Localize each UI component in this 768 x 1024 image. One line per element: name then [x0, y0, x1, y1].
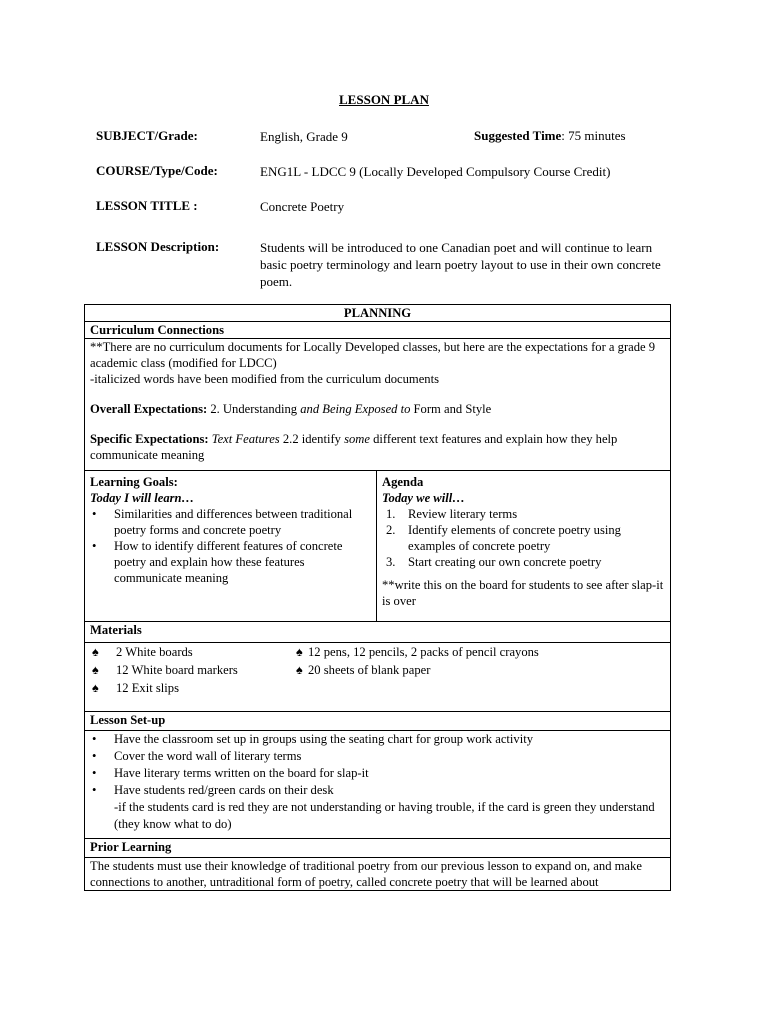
- agenda-list: [382, 506, 665, 570]
- list-item: ♠ 2 White boards: [92, 645, 193, 659]
- prior-learning-cell: [85, 858, 671, 891]
- spade-bullet-icon: ♠: [92, 663, 99, 677]
- course-label: COURSE/Type/Code:: [96, 163, 218, 178]
- curriculum-note: -italicized words have been modified from the curriculum documents: [90, 372, 440, 386]
- subject-value: English, Grade 9: [260, 129, 348, 144]
- list-item: ♠ 12 Exit slips: [92, 681, 179, 695]
- list-item: ♠ 12 White board markers: [92, 663, 238, 677]
- learning-goals-cell: [85, 471, 377, 622]
- learning-goals-subheading: Today I will learn…: [90, 491, 195, 505]
- time-label: Suggested Time: [474, 128, 562, 143]
- list-item: ♠ 12 pens, 12 pencils, 2 packs of pencil crayons: [296, 645, 539, 659]
- description-value: Students will be introduced to one Canadian poet and will continue to learn basic poetry terminology and learn poetry layout to use in their own concrete poem.: [260, 240, 661, 289]
- setup-subnote: -if the students card is red they are not understanding or having trouble, if the card is green they understand (they know what to do): [114, 800, 655, 831]
- description-label: LESSON Description:: [96, 239, 220, 254]
- list-item: • Similarities and differences between traditional poetry forms and concrete poetry: [90, 506, 371, 538]
- setup-heading: Lesson Set-up: [85, 712, 671, 731]
- setup-list: [90, 731, 665, 799]
- prior-learning-heading: Prior Learning: [85, 839, 671, 858]
- learning-goals-heading: Learning Goals:: [90, 475, 178, 489]
- agenda-subheading: Today we will…: [382, 491, 465, 505]
- suggested-time: [474, 128, 626, 144]
- agenda-cell: [377, 471, 671, 622]
- course-value: ENG1L - LDCC 9 (Locally Developed Compulsory Course Credit): [260, 164, 611, 179]
- curriculum-cell: [85, 339, 671, 471]
- agenda-note: **write this on the board for students to see after slap-it is over: [382, 578, 664, 608]
- lesson-title-value: Concrete Poetry: [260, 199, 345, 214]
- subject-label: SUBJECT/Grade:: [96, 128, 198, 143]
- prior-learning-text: The students must use their knowledge of traditional poetry from our previous lesson to expand on, and make connections to another, untraditional form of poetry, called concrete poetry that will be learned about: [90, 859, 642, 889]
- planning-heading: PLANNING: [85, 305, 671, 322]
- materials-cell: [85, 643, 671, 712]
- materials-heading: Materials: [85, 622, 671, 643]
- spade-bullet-icon: ♠: [296, 663, 303, 677]
- list-item: • Cover the word wall of literary terms: [90, 748, 665, 765]
- spade-bullet-icon: ♠: [92, 681, 99, 695]
- materials-list: [90, 643, 665, 697]
- curriculum-heading: Curriculum Connections: [85, 322, 671, 339]
- specific-expectations: Specific Expectations: Text Features 2.2 identify some different text features and explain how they help communicate meaning: [90, 432, 618, 462]
- page-title: LESSON PLAN: [339, 92, 429, 107]
- agenda-heading: Agenda: [382, 475, 424, 489]
- list-item: 2. Identify elements of concrete poetry using examples of concrete poetry: [386, 523, 621, 553]
- list-item: • Have literary terms written on the board for slap-it: [90, 765, 665, 782]
- list-item: • How to identify different features of concrete poetry and explain how these features communicate meaning: [90, 538, 371, 586]
- curriculum-intro: **There are no curriculum documents for Locally Developed classes, but here are the expectations for a grade 9 academic class (modified for LDCC): [90, 340, 656, 370]
- list-item: • Have students red/green cards on their desk: [90, 782, 665, 799]
- time-value: : 75 minutes: [561, 128, 626, 143]
- learning-goals-list: [90, 506, 371, 586]
- planning-table: [84, 304, 671, 891]
- spade-bullet-icon: ♠: [92, 645, 99, 659]
- list-item: 1. Review literary terms: [386, 507, 518, 521]
- list-item: ♠ 20 sheets of blank paper: [296, 663, 431, 677]
- spade-bullet-icon: ♠: [296, 645, 303, 659]
- overall-expectations: Overall Expectations: 2. Understanding and Being Exposed to Form and Style: [90, 402, 492, 416]
- lesson-title-label: LESSON TITLE :: [96, 198, 198, 213]
- list-item: • Have the classroom set up in groups using the seating chart for group work activity: [90, 731, 665, 748]
- list-item: 3. Start creating our own concrete poetry: [386, 555, 602, 569]
- setup-cell: [85, 731, 671, 839]
